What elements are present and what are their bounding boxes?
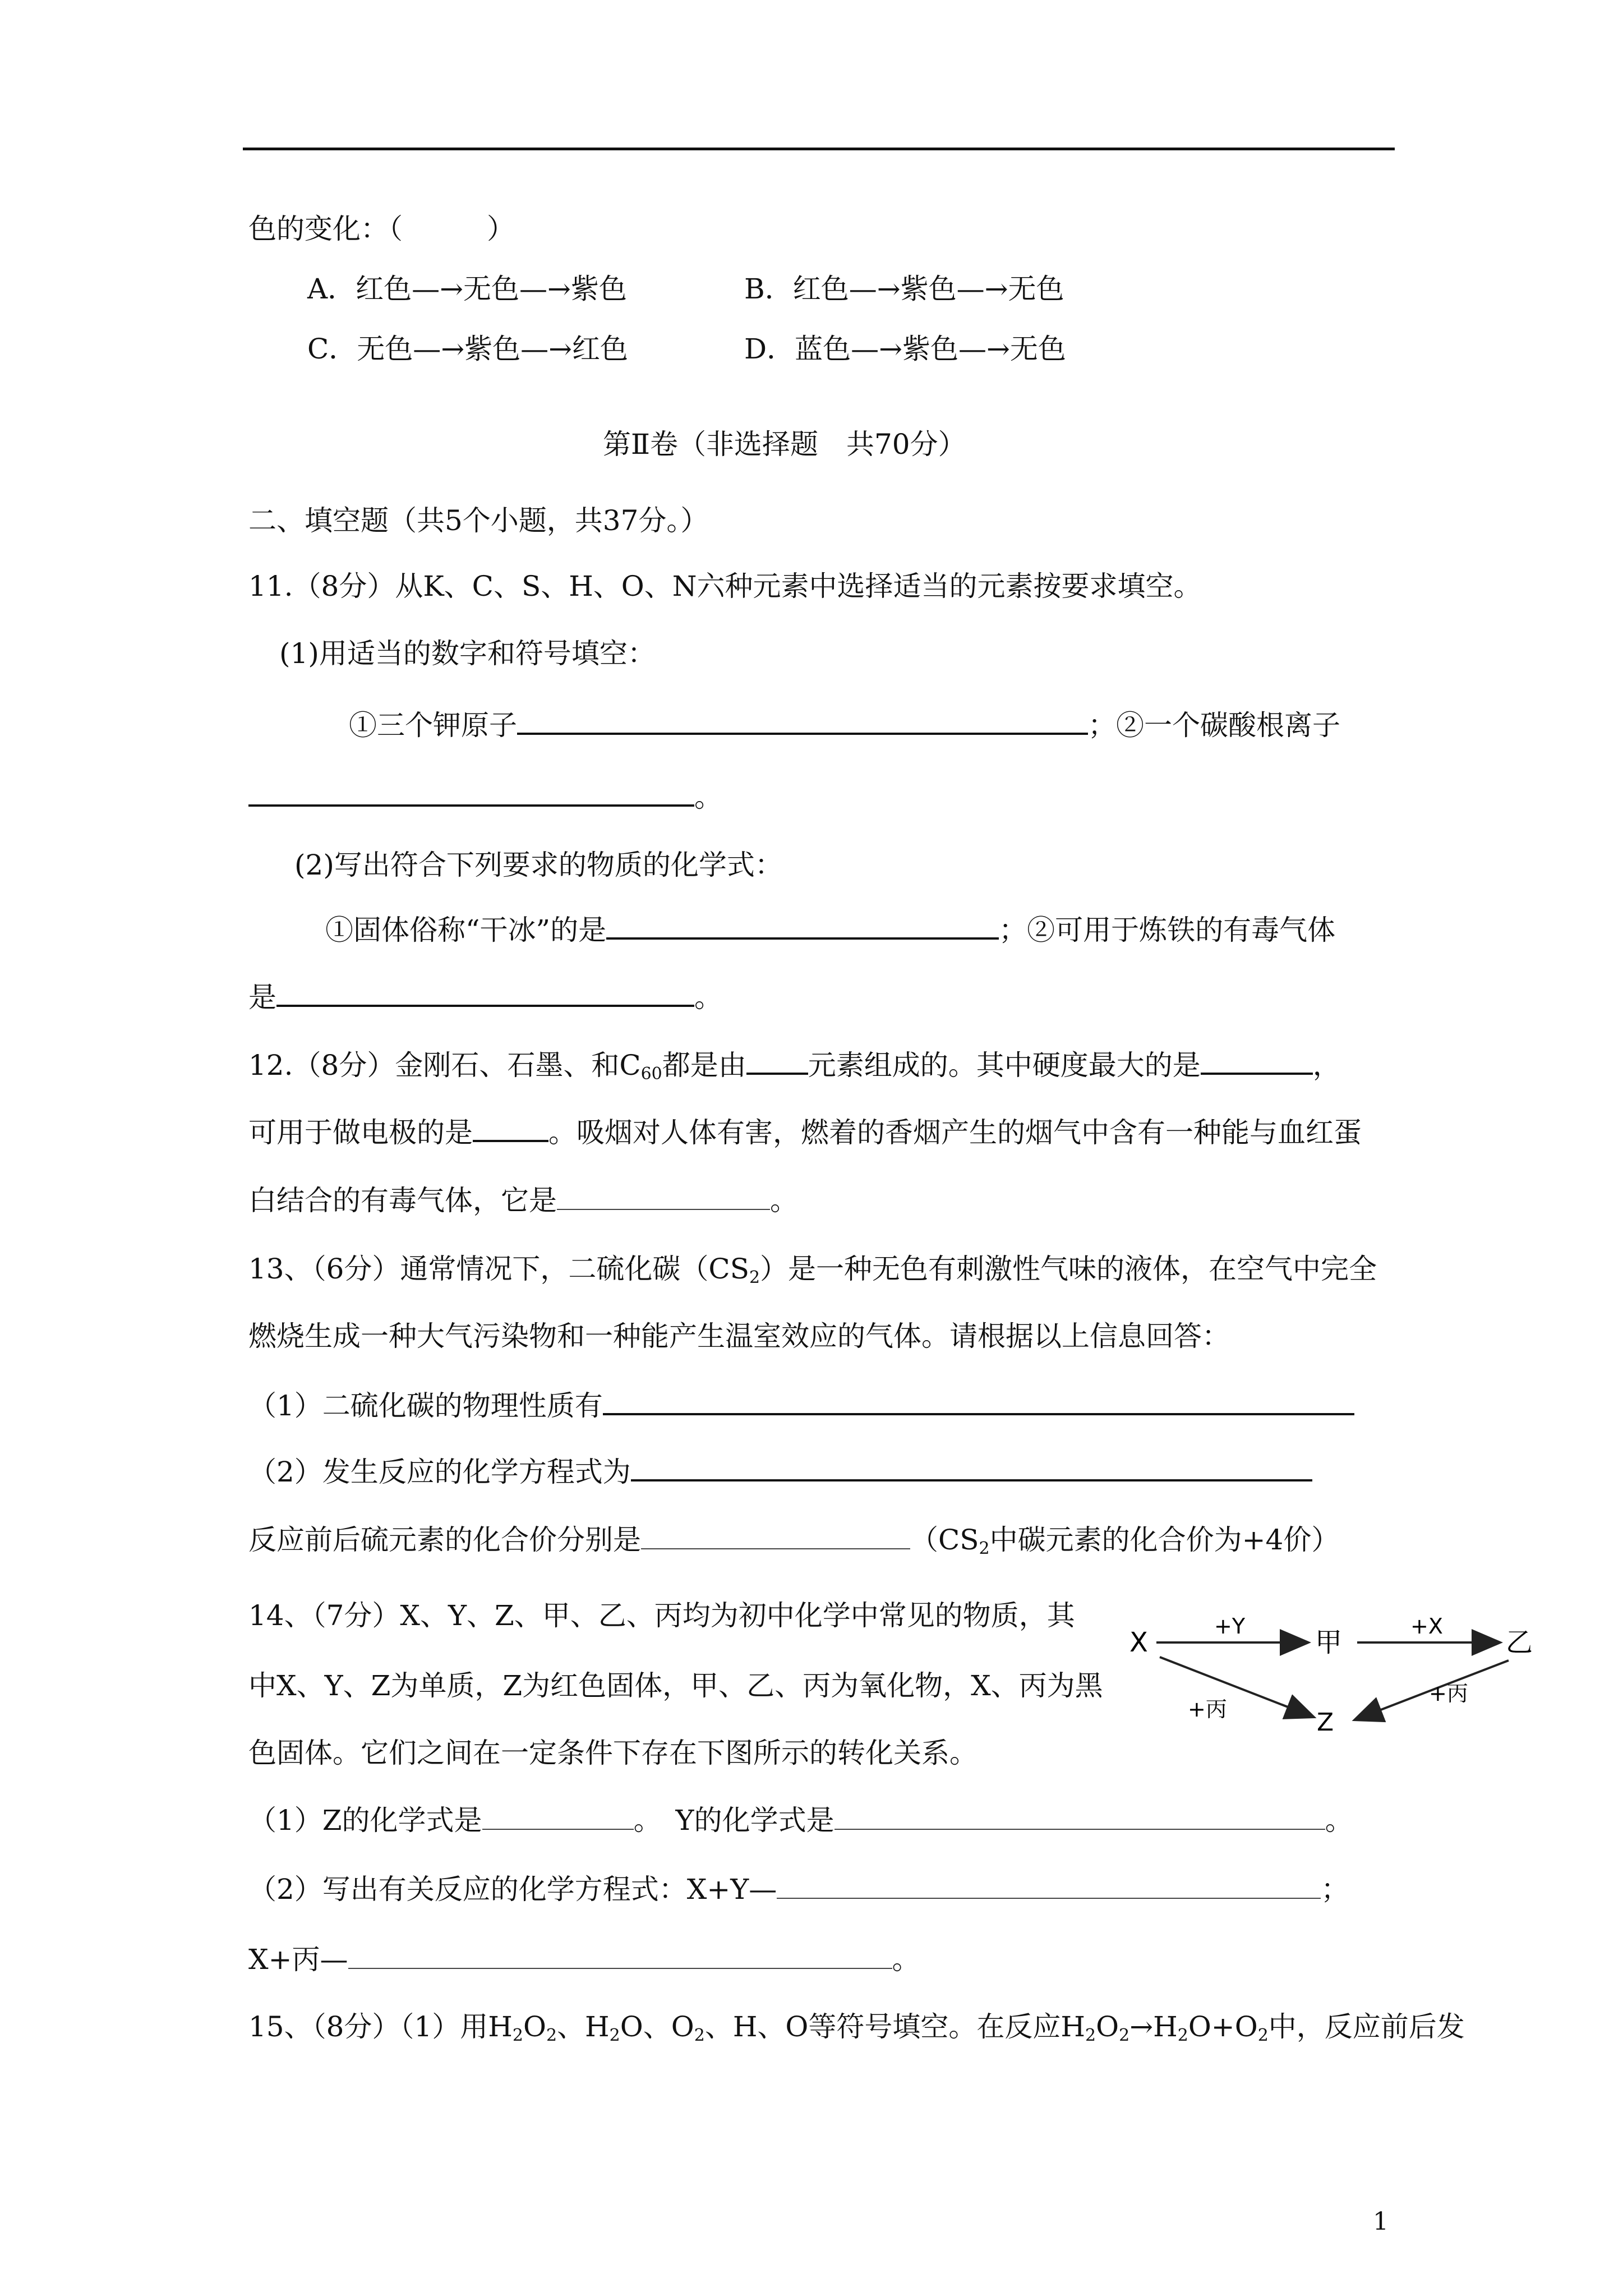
q13-cs2-sub: 2	[749, 1268, 760, 1287]
q13-line2: 燃烧生成一种大气污染物和一种能产生温室效应的气体。请根据以上信息回答：	[248, 1320, 1230, 1352]
q13-line4	[248, 1455, 1312, 1489]
q15-e: 、H、O等符号填空。在反应H	[704, 2010, 1086, 2043]
q14-line3: 色固体。它们之间在一定条件下存在下图所示的转化关系。	[248, 1737, 978, 1769]
answer-blank[interactable]	[1201, 1048, 1313, 1075]
q12-l3a: 白结合的有毒气体，它是	[248, 1184, 557, 1217]
answer-blank[interactable]	[557, 1184, 770, 1210]
q13-l5a: 反应前后硫元素的化合价分别是	[248, 1524, 641, 1556]
q12-line3	[248, 1184, 798, 1217]
node-jia: 甲	[1315, 1627, 1343, 1658]
q11-sub1: (1)用适当的数字和符号填空：	[279, 637, 656, 670]
q15-sub: 2	[1177, 2026, 1188, 2045]
q10-option-a: A．红色—→无色—→紫色	[307, 273, 627, 305]
answer-blank[interactable]	[746, 1048, 808, 1075]
q14-l5a: （2）写出有关反应的化学方程式：X+Y—	[248, 1873, 777, 1906]
q13-l4: （2）发生反应的化学方程式为	[248, 1456, 631, 1488]
q15-sub: 2	[609, 2026, 620, 2045]
arrow-x-to-z	[1160, 1657, 1312, 1717]
header-rule	[243, 148, 1395, 150]
q11-sub1-b: ；②一个碳酸根离子	[1088, 709, 1340, 742]
answer-blank[interactable]	[641, 1524, 910, 1549]
answer-blank[interactable]	[606, 913, 999, 940]
q11-sub2: (2)写出符合下列要求的物质的化学式：	[294, 849, 783, 881]
q15-i: 中，反应前后发	[1268, 2010, 1465, 2043]
node-yi: 乙	[1506, 1627, 1533, 1658]
q14-l4a: （1）Z的化学式是	[248, 1804, 482, 1837]
q15-sub: 2	[694, 2026, 705, 2045]
label-plus-y: +Y	[1214, 1614, 1246, 1639]
q13-line3	[248, 1388, 1354, 1423]
q15-sub: 2	[1085, 2026, 1096, 2045]
q11-sub1-cont	[248, 780, 722, 814]
answer-blank[interactable]	[603, 1388, 1354, 1415]
q13-l3: （1）二硫化碳的物理性质有	[248, 1389, 603, 1422]
q13-l5-sub: 2	[979, 1539, 990, 1558]
q15-c: 、H	[557, 2010, 610, 2043]
q12-p4: ，	[1312, 1049, 1341, 1082]
q12-p1: 12.（8分）金刚石、石墨、和C	[248, 1049, 641, 1082]
answer-blank[interactable]	[348, 1943, 892, 1969]
q15-sub: 2	[1119, 2026, 1130, 2045]
q12-p3: 元素组成的。其中硬度最大的是	[808, 1049, 1201, 1082]
q15-b: O	[523, 2010, 546, 2043]
page-number: 1	[1373, 2207, 1389, 2236]
label-plus-x: +X	[1410, 1614, 1443, 1639]
q11-sub2-b: ；②可用于炼铁的有毒气体	[999, 914, 1336, 946]
answer-blank[interactable]	[834, 1804, 1325, 1830]
q13-l5b: （CS	[910, 1524, 979, 1556]
q11-end1: 。	[694, 781, 722, 813]
q12-l3b: 。	[770, 1184, 798, 1217]
q13-line1	[248, 1252, 1377, 1295]
answer-blank[interactable]	[473, 1115, 548, 1142]
node-z: Z	[1317, 1708, 1334, 1737]
q15-sub: 2	[546, 2026, 557, 2045]
q10-option-d: D．蓝色—→紫色—→无色	[744, 333, 1066, 365]
q13-l1a: 13、（6分）通常情况下，二硫化碳（CS	[248, 1253, 749, 1285]
section2-title: 第Ⅱ卷（非选择题 共70分）	[603, 428, 966, 461]
q12-line1	[248, 1048, 1341, 1091]
label-plus-bing-right: +丙	[1429, 1681, 1468, 1706]
q15-a: 15、（8分）（1）用H	[248, 2010, 513, 2043]
q15-h: O+O	[1188, 2010, 1258, 2043]
answer-blank[interactable]	[482, 1804, 634, 1830]
node-x: X	[1129, 1627, 1148, 1658]
q10-tail: 色的变化：（ ）	[248, 213, 515, 245]
q13-line5	[248, 1523, 1339, 1566]
q15-d: O、O	[620, 2010, 694, 2043]
q11-stem: 11.（8分）从K、C、S、H、O、N六种元素中选择适当的元素按要求填空。	[248, 570, 1202, 602]
q11-sub1-a: ①三个钾原子	[349, 709, 517, 742]
q15-g: →H	[1129, 2010, 1178, 2043]
q14-line1: 14、（7分）X、Y、Z、甲、乙、丙均为初中化学中常见的物质，其	[248, 1599, 1075, 1632]
q12-c60-sub: 60	[640, 1064, 662, 1084]
answer-blank[interactable]	[631, 1455, 1312, 1481]
q11-sub2-cont	[248, 980, 722, 1014]
label-plus-bing-left: +丙	[1188, 1697, 1227, 1722]
q14-l6a: X+丙—	[248, 1943, 348, 1976]
q14-l5b: ；	[1321, 1873, 1349, 1906]
q11-sub1-line	[349, 708, 1340, 742]
q12-l2b: 。吸烟对人体有害，燃着的香烟产生的烟气中含有一种能与血红蛋	[548, 1116, 1362, 1149]
q13-l1b: ）是一种无色有刺激性气味的液体，在空气中完全	[760, 1253, 1377, 1285]
answer-blank[interactable]	[276, 980, 694, 1007]
q10-option-c: C．无色—→紫色—→红色	[307, 333, 629, 365]
q14-l4c: 。	[1325, 1804, 1353, 1837]
q14-line4	[248, 1803, 1353, 1837]
q11-sub2-c: 是	[248, 981, 276, 1014]
q12-l2a: 可用于做电极的是	[248, 1116, 473, 1149]
q14-line5	[248, 1872, 1349, 1906]
answer-blank[interactable]	[517, 708, 1088, 735]
q15-f: O	[1096, 2010, 1119, 2043]
q12-p2: 都是由	[662, 1049, 746, 1082]
answer-blank[interactable]	[777, 1873, 1321, 1899]
q15-sub: 2	[1257, 2026, 1269, 2045]
q15-line1	[248, 2010, 1465, 2053]
q11-sub2-line	[325, 913, 1335, 947]
q12-line2	[248, 1115, 1362, 1149]
conversion-diagram	[1122, 1604, 1559, 1750]
q14-l4b: 。 Y的化学式是	[633, 1804, 834, 1837]
q11-end2: 。	[694, 981, 722, 1014]
q14-line2: 中X、Y、Z为单质，Z为红色固体，甲、乙、丙为氧化物，X、丙为黑	[248, 1669, 1103, 1702]
q13-l5c: 中碳元素的化合价为+4价）	[989, 1524, 1340, 1556]
q10-option-b: B．红色—→紫色—→无色	[744, 273, 1064, 305]
q14-line6	[248, 1943, 920, 1976]
q14-l6b: 。	[892, 1943, 920, 1976]
part2-heading: 二、填空题（共5个小题，共37分。）	[248, 504, 709, 537]
answer-blank[interactable]	[248, 780, 694, 807]
q11-sub2-a: ①固体俗称“干冰”的是	[325, 914, 607, 946]
q15-sub: 2	[512, 2026, 523, 2045]
